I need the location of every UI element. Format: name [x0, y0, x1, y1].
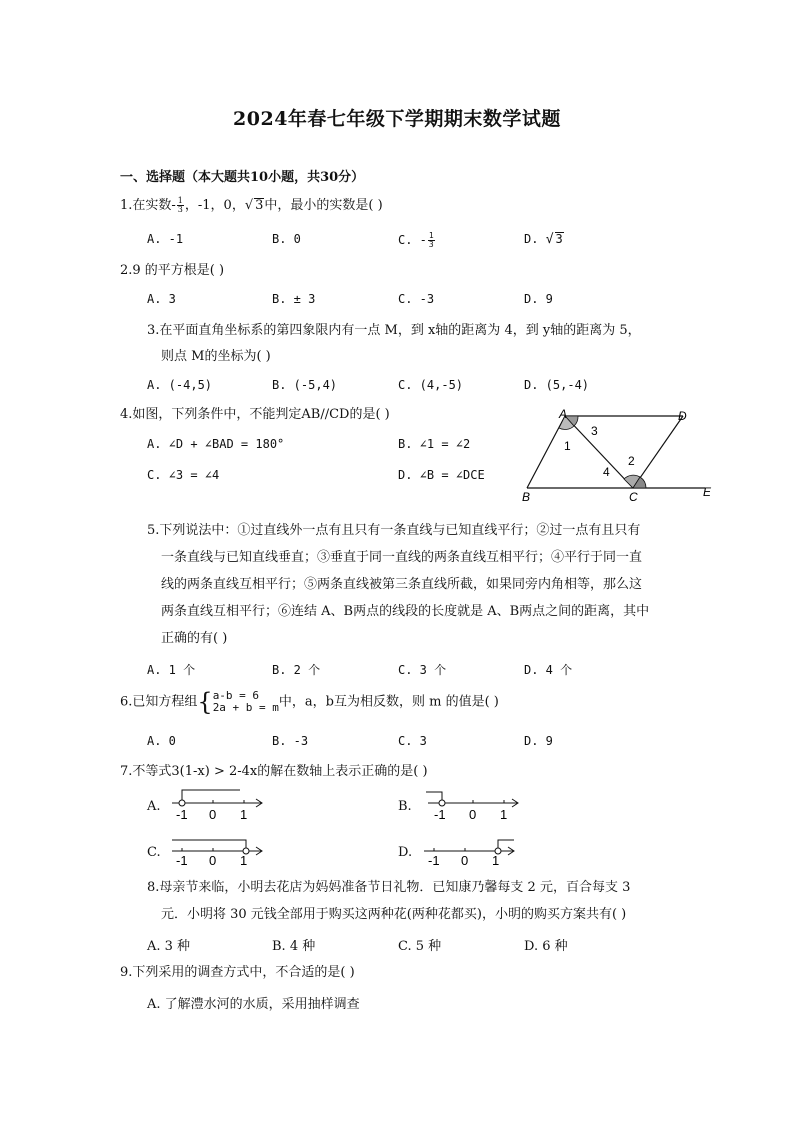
page-title: 2024年春七年级下学期期末数学试题 [233, 108, 561, 130]
q2-option-b: B. ± 3 [272, 292, 316, 306]
q3-option-a: A. (-4,5) [147, 378, 213, 392]
q7-number-line-b [424, 786, 524, 826]
equation-system [213, 690, 279, 714]
question-2-stem: 2.9 的平方根是( ) [120, 263, 225, 278]
q6-option-c: C. 3 [398, 734, 427, 748]
label-a: A [559, 407, 568, 421]
tick-label: 1 [500, 807, 508, 822]
q1-option-b: B. 0 [272, 232, 301, 246]
q4-option-d: D. ∠B = ∠DCE [398, 468, 485, 482]
q6-option-a: A. 0 [147, 734, 176, 748]
q6-suffix: 中，a，b互为相反数，则 m 的值是( ) [278, 694, 499, 710]
radical-icon: √ [244, 198, 254, 213]
question-1-stem [120, 197, 383, 215]
question-5-line2: 一条直线与已知直线垂直；③垂直于同一直线的两条直线互相平行；④平行于同一直 [161, 550, 643, 565]
tick-label: -1 [176, 807, 188, 822]
label-e: E [703, 485, 712, 499]
q1-sqrt-value: 3 [255, 198, 264, 213]
tick-label: 1 [240, 853, 248, 868]
q7-number-line-a [168, 786, 268, 826]
question-6-stem [120, 690, 499, 714]
q8-option-a: A. 3 种 [147, 939, 191, 954]
q2-option-d: D. 9 [524, 292, 553, 306]
q6-option-d: D. 9 [524, 734, 553, 748]
label-angle-2: 2 [628, 454, 635, 468]
q7-option-d-label: D. [398, 845, 413, 860]
q4-option-a: A. ∠D + ∠BAD = 180° [147, 437, 285, 451]
label-angle-4: 4 [603, 465, 610, 479]
tick-label: -1 [434, 807, 446, 822]
tick-label: 0 [469, 807, 477, 822]
q6-option-b: B. -3 [272, 734, 309, 748]
q7-option-a-label: A. [147, 799, 161, 814]
q4-option-b: B. ∠1 = ∠2 [398, 437, 471, 451]
q7-option-b-label: B. [398, 799, 412, 814]
q3-option-b: B. (-5,4) [272, 378, 338, 392]
tick-label: -1 [428, 853, 440, 868]
q8-option-c: C. 5 种 [398, 939, 442, 954]
q4-option-c: C. ∠3 = ∠4 [147, 468, 220, 482]
q7-number-line-d [420, 834, 520, 870]
q5-option-c: C. 3 个 [398, 663, 447, 677]
question-7-stem: 7.不等式3(1-x) > 2-4x的解在数轴上表示正确的是( ) [120, 764, 428, 779]
q1-option-c-fraction: $\frac{1}{3}$ [428, 231, 434, 249]
question-5-line4: 两条直线互相平行；⑥连结 A、B两点的线段的长度就是 A、B两点之间的距离，其中 [161, 604, 650, 619]
tick-label: 1 [240, 807, 248, 822]
radical-icon: √ [545, 232, 554, 247]
section-heading: 一、选择题（本大题共10小题，共30分） [120, 170, 365, 185]
label-d: D [678, 409, 687, 423]
question-9-stem: 9.下列采用的调查方式中，不合适的是( ) [120, 965, 355, 980]
segment-ac [565, 416, 633, 488]
tick-label: 0 [209, 853, 217, 868]
question-5-line1: 5.下列说法中：①过直线外一点有且只有一条直线与已知直线平行；②过一点有且只有 [147, 523, 641, 538]
label-b: B [522, 490, 531, 504]
question-3-line1: 3.在平面直角坐标系的第四象限内有一点 M，到 x轴的距离为 4，到 y轴的距离为 5， [147, 323, 641, 338]
q5-option-b: B. 2 个 [272, 663, 321, 677]
q1-fraction: $\frac{1}{3}$ [177, 196, 183, 214]
q1-option-a: A. -1 [147, 232, 184, 246]
q2-option-a: A. 3 [147, 292, 176, 306]
q1-prefix: 1.在实数- [120, 198, 176, 213]
q2-option-c: C. -3 [398, 292, 435, 306]
q3-option-d: D. (5,-4) [524, 378, 590, 392]
question-5-line5: 正确的有( ) [161, 631, 228, 646]
q5-option-a: A. 1 个 [147, 663, 196, 677]
q7-option-c-label: C. [147, 845, 161, 860]
question-3-line2: 则点 M的坐标为( ) [161, 349, 271, 364]
q7-number-line-c [168, 834, 268, 870]
question-5-line3: 线的两条直线互相平行；⑤两条直线被第三条直线所截，如果同旁内角相等，那么这 [161, 577, 643, 592]
tick-label: -1 [176, 853, 188, 868]
parallelogram-figure [515, 405, 715, 505]
open-point-icon [179, 800, 185, 806]
label-angle-1: 1 [564, 439, 571, 453]
tick-label: 0 [461, 853, 469, 868]
q8-option-d: D. 6 种 [524, 939, 568, 954]
brace-icon: { [197, 688, 213, 716]
q1-suffix: 中，最小的实数是( ) [264, 198, 383, 213]
q1-option-d: D. √ 3 [524, 232, 563, 247]
q3-option-c: C. (4,-5) [398, 378, 464, 392]
equation-1: a-b = 6 [212, 689, 260, 702]
q6-prefix: 6.已知方程组 [120, 694, 198, 710]
q5-option-d: D. 4 个 [524, 663, 573, 677]
label-c: C [629, 490, 638, 504]
tick-label: 0 [209, 807, 217, 822]
q9-option-a: A. 了解澧水河的水质，采用抽样调查 [147, 997, 360, 1012]
q1-option-c: C. - $\frac{1}{3}$ [398, 231, 434, 249]
question-4-stem: 4.如图，下列条件中，不能判定AB//CD的是( ) [120, 407, 390, 422]
question-8-line1: 8.母亲节来临，小明去花店为妈妈准备节日礼物．已知康乃馨每支 2 元，百合每支 3 [147, 880, 631, 895]
open-point-icon [439, 800, 445, 806]
tick-label: 1 [492, 853, 500, 868]
label-angle-3: 3 [591, 424, 598, 438]
q8-option-b: B. 4 种 [272, 939, 316, 954]
equation-2: 2a + b = m [212, 701, 279, 714]
q1-mid: ，-1，0， [184, 198, 245, 213]
question-8-line2: 元．小明将 30 元钱全部用于购买这两种花(两种花都买)，小明的购买方案共有( ) [161, 907, 627, 922]
